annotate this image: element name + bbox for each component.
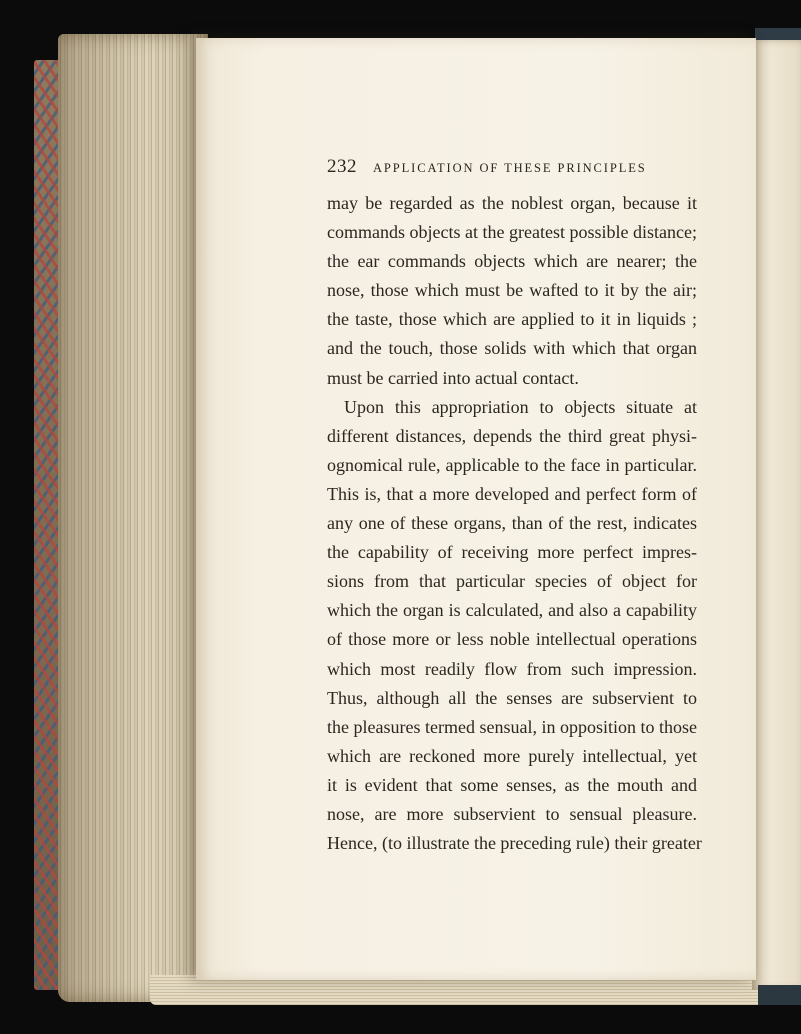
text-line: of those more or less noble intellectual operations xyxy=(327,629,697,650)
text-line: nose, are more subservient to sensual pleasure. xyxy=(327,803,697,824)
running-head: APPLICATION OF THESE PRINCIPLES xyxy=(373,161,647,175)
text-line: which the organ is calculated, and also a capability xyxy=(327,600,697,621)
text-line: the capability of receiving more perfect impres- xyxy=(327,542,697,563)
text-line: Upon this appropriation to objects situate at xyxy=(344,396,697,417)
text-line: which most readily flow from such impression. xyxy=(327,658,697,679)
text-line: the taste, those which are applied to it in liquids ; xyxy=(327,309,697,330)
text-line: the ear commands objects which are nearer; the xyxy=(327,251,697,272)
text-line: sions from that particular species of object for xyxy=(327,571,697,592)
text-line: may be regarded as the noblest organ, because it xyxy=(327,193,697,213)
text-line: it is evident that some senses, as the mouth and xyxy=(327,774,697,795)
text-line: and the touch, those solids with which that organ xyxy=(327,338,697,359)
page-header xyxy=(327,156,747,182)
text-line: must be carried into actual contact. xyxy=(327,367,579,388)
text-line: Thus, although all the senses are subservient to xyxy=(327,687,697,708)
text-line: ognomical rule, applicable to the face in particular. xyxy=(327,454,697,475)
text-line: commands objects at the greatest possible distance; xyxy=(327,222,697,243)
book-cover-bottom-right xyxy=(758,985,801,1005)
text-line: which are reckoned more purely intellectual, yet xyxy=(327,745,697,766)
text-line: This is, that a more developed and perfect form of xyxy=(327,483,697,504)
text-line: nose, those which must be wafted to it by the air; xyxy=(327,280,697,301)
page-edges xyxy=(58,34,208,1002)
text-line: the pleasures termed sensual, in opposition to those xyxy=(327,716,697,737)
page-number: 232 xyxy=(327,156,357,177)
facing-page-edge xyxy=(752,40,801,990)
body-text xyxy=(327,189,702,858)
text-line: different distances, depends the third great physi- xyxy=(327,425,697,446)
text-line: any one of these organs, than of the rest, indicates xyxy=(327,513,697,534)
text-line: Hence, (to illustrate the preceding rule) their greater xyxy=(327,833,702,854)
